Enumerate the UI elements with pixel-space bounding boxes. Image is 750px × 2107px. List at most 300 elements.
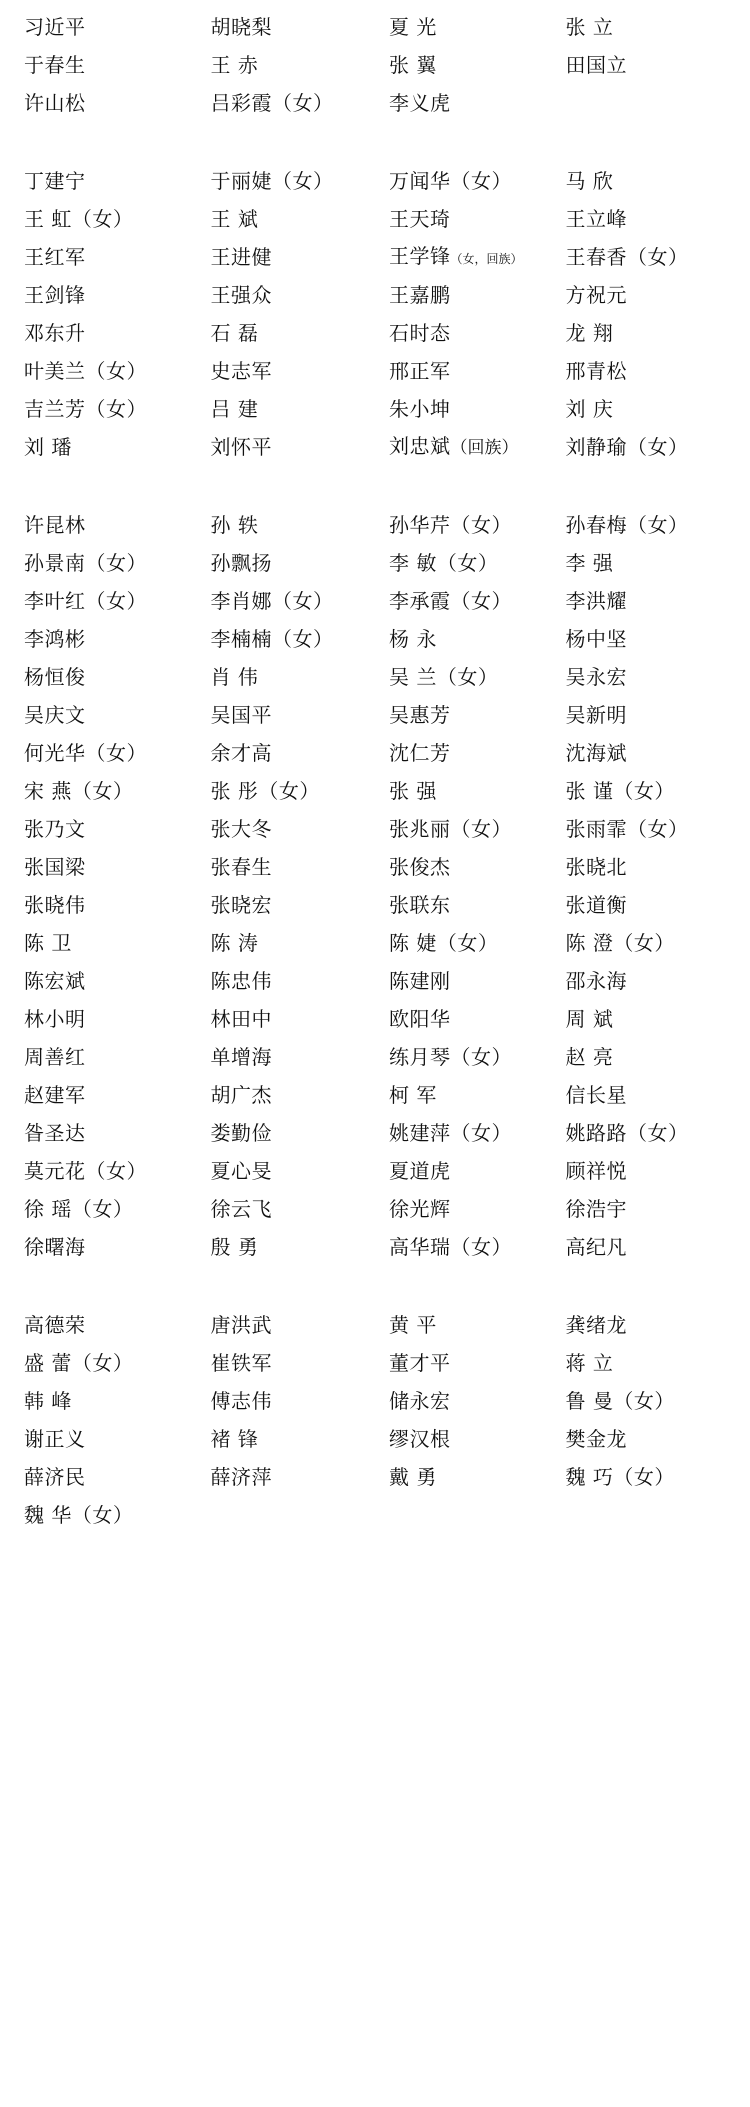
name-cell <box>197 1228 376 1266</box>
name-cell <box>18 352 197 390</box>
name-row <box>18 1496 732 1534</box>
person-name: 王剑锋 <box>24 283 86 307</box>
person-name: 吴永宏 <box>565 665 627 689</box>
name-row <box>18 314 732 352</box>
name-cell <box>18 620 197 658</box>
person-name: 王红军 <box>24 245 86 269</box>
person-name: 黄 平 <box>389 1313 437 1337</box>
name-cell <box>554 1114 733 1152</box>
person-name: 何光华（女） <box>24 741 147 765</box>
name-cell <box>554 1306 733 1344</box>
name-cell <box>554 886 733 924</box>
group-4 <box>18 1306 732 1534</box>
person-name: 徐 瑶（女） <box>24 1197 134 1221</box>
name-cell <box>375 1458 554 1496</box>
person-name: 柯 军 <box>389 1083 437 1107</box>
person-name: 马 欣 <box>565 169 614 193</box>
person-name: 陈 婕（女） <box>389 931 499 955</box>
name-row <box>18 428 732 466</box>
name-cell <box>554 8 733 46</box>
name-cell <box>18 1076 197 1114</box>
person-name: 杨恒俊 <box>24 665 86 689</box>
name-cell <box>554 1420 733 1458</box>
name-cell <box>375 1306 554 1344</box>
person-name: 薛济民 <box>24 1465 86 1489</box>
name-row <box>18 658 732 696</box>
name-cell <box>18 1228 197 1266</box>
name-row <box>18 276 732 314</box>
name-cell <box>375 314 554 352</box>
person-name: 杨中坚 <box>565 627 627 651</box>
name-cell <box>554 276 733 314</box>
name-cell <box>18 1000 197 1038</box>
person-name: 张 强 <box>389 779 437 803</box>
name-row <box>18 696 732 734</box>
name-row <box>18 810 732 848</box>
person-name: 许昆林 <box>24 513 86 537</box>
name-cell <box>375 1038 554 1076</box>
person-name: 胡晓梨 <box>210 15 272 39</box>
name-cell <box>197 276 376 314</box>
name-row <box>18 1190 732 1228</box>
name-cell <box>18 696 197 734</box>
name-cell <box>18 1344 197 1382</box>
name-row <box>18 84 732 122</box>
name-row <box>18 924 732 962</box>
name-cell <box>197 734 376 772</box>
name-cell <box>197 506 376 544</box>
person-name: 娄勤俭 <box>210 1121 272 1145</box>
name-cell <box>375 237 554 278</box>
person-name: 张春生 <box>210 855 272 879</box>
name-row <box>18 1228 732 1266</box>
name-cell <box>197 848 376 886</box>
person-name: 许山松 <box>24 91 86 115</box>
name-cell <box>375 1190 554 1228</box>
name-cell <box>554 1344 733 1382</box>
name-cell <box>18 886 197 924</box>
person-name: 缪汉根 <box>389 1427 451 1451</box>
name-row <box>18 1000 732 1038</box>
name-cell <box>554 506 733 544</box>
person-name: 吴 兰（女） <box>389 665 499 689</box>
person-name: 唐洪武 <box>210 1313 272 1337</box>
person-name: 练月琴（女） <box>389 1045 512 1069</box>
name-row <box>18 1152 732 1190</box>
name-cell <box>197 84 376 122</box>
person-name: 孙景南（女） <box>24 551 147 575</box>
name-row <box>18 46 732 84</box>
person-name: 陈宏斌 <box>24 969 86 993</box>
person-name: 樊金龙 <box>565 1427 627 1451</box>
name-cell <box>554 734 733 772</box>
name-cell <box>375 1076 554 1114</box>
name-cell <box>197 352 376 390</box>
name-cell <box>375 276 554 314</box>
name-cell <box>375 46 554 84</box>
group-separator <box>18 1266 732 1306</box>
name-row <box>18 886 732 924</box>
name-cell <box>18 962 197 1000</box>
name-cell <box>375 620 554 658</box>
name-cell <box>375 1152 554 1190</box>
person-name: 石时态 <box>389 321 451 345</box>
name-row <box>18 352 732 390</box>
name-row <box>18 848 732 886</box>
name-row <box>18 544 732 582</box>
name-cell <box>18 1152 197 1190</box>
name-cell <box>554 162 733 200</box>
name-cell <box>375 962 554 1000</box>
person-name-annotation: （女，回族） <box>450 251 523 266</box>
name-cell <box>375 810 554 848</box>
name-row <box>18 390 732 428</box>
name-row <box>18 1344 732 1382</box>
name-row <box>18 1038 732 1076</box>
person-name: 方祝元 <box>565 283 627 307</box>
name-row <box>18 734 732 772</box>
name-cell <box>18 314 197 352</box>
person-name: 李 强 <box>565 551 614 575</box>
person-name: 张乃文 <box>24 817 86 841</box>
name-cell <box>197 1382 376 1420</box>
name-cell <box>197 1344 376 1382</box>
person-name: 王学锋 <box>389 243 451 268</box>
name-cell <box>197 314 376 352</box>
name-cell <box>18 276 197 314</box>
person-name: 龚绪龙 <box>565 1313 627 1337</box>
name-row <box>18 200 732 238</box>
name-cell <box>18 428 197 466</box>
name-cell <box>18 1458 197 1496</box>
person-name: 吕 建 <box>210 397 259 421</box>
person-name: 李承霞（女） <box>389 589 512 613</box>
name-cell <box>197 238 376 276</box>
name-cell <box>197 962 376 1000</box>
name-cell <box>197 1306 376 1344</box>
person-name: 盛 蕾（女） <box>24 1351 134 1375</box>
person-name: 殷 勇 <box>210 1235 259 1259</box>
name-cell <box>375 696 554 734</box>
person-name: 徐光辉 <box>389 1197 451 1221</box>
name-cell <box>554 46 733 84</box>
person-name: 夏 光 <box>389 15 437 39</box>
name-cell <box>197 696 376 734</box>
name-cell <box>554 658 733 696</box>
name-cell <box>18 810 197 848</box>
person-name: 张 彤（女） <box>210 779 320 803</box>
person-name: 张晓伟 <box>24 893 86 917</box>
person-name: 陈 涛 <box>210 931 259 955</box>
name-cell <box>554 1190 733 1228</box>
group-2 <box>18 162 732 466</box>
name-cell <box>197 658 376 696</box>
person-name: 史志军 <box>210 359 272 383</box>
name-cell <box>18 8 197 46</box>
person-name: 陈建刚 <box>389 969 451 993</box>
person-name: 刘怀平 <box>210 435 272 459</box>
name-cell <box>18 544 197 582</box>
person-name: 王天琦 <box>389 207 451 231</box>
name-cell <box>554 620 733 658</box>
person-name: 李叶红（女） <box>24 589 147 613</box>
person-name: 宋 燕（女） <box>24 779 134 803</box>
name-cell <box>197 582 376 620</box>
name-row <box>18 8 732 46</box>
name-row <box>18 582 732 620</box>
name-row <box>18 238 732 276</box>
person-name: 周 斌 <box>565 1007 614 1031</box>
name-cell <box>197 924 376 962</box>
person-name: 陈 卫 <box>24 931 72 955</box>
person-name: 王立峰 <box>565 207 627 231</box>
person-name: 魏 巧（女） <box>565 1465 675 1489</box>
name-row <box>18 1306 732 1344</box>
person-name: 韩 峰 <box>24 1389 72 1413</box>
name-cell <box>197 1000 376 1038</box>
name-cell <box>554 200 733 238</box>
name-cell <box>375 658 554 696</box>
person-name: 吴庆文 <box>24 703 86 727</box>
person-name: 邢正军 <box>389 359 451 383</box>
name-cell <box>18 1306 197 1344</box>
name-cell <box>197 1190 376 1228</box>
person-name: 吴惠芳 <box>389 703 451 727</box>
name-cell <box>197 162 376 200</box>
name-cell <box>554 962 733 1000</box>
name-cell <box>18 1496 197 1534</box>
name-cell <box>197 544 376 582</box>
person-name: 夏道虎 <box>389 1159 451 1183</box>
person-name: 陈 澄（女） <box>565 931 675 955</box>
name-cell <box>375 84 554 122</box>
person-name: 丁建宁 <box>24 169 86 193</box>
name-cell <box>197 428 376 466</box>
person-name: 肖 伟 <box>210 665 259 689</box>
name-row <box>18 620 732 658</box>
name-cell <box>18 200 197 238</box>
name-cell <box>197 1420 376 1458</box>
person-name: 欧阳华 <box>389 1007 451 1031</box>
person-name: 张国梁 <box>24 855 86 879</box>
name-cell <box>554 1038 733 1076</box>
person-name: 于春生 <box>24 53 86 77</box>
person-name: 田国立 <box>565 53 627 77</box>
person-name: 信长星 <box>565 1083 627 1107</box>
name-row <box>18 1114 732 1152</box>
person-name: 邵永海 <box>565 969 627 993</box>
name-cell <box>375 848 554 886</box>
name-cell <box>375 544 554 582</box>
name-row <box>18 772 732 810</box>
person-name: 万闻华（女） <box>389 169 512 193</box>
name-cell <box>554 1152 733 1190</box>
name-cell <box>554 772 733 810</box>
person-name: 王 虹（女） <box>24 207 134 231</box>
person-name: 王强众 <box>210 283 272 307</box>
name-cell <box>375 734 554 772</box>
person-name: 孙飘扬 <box>210 551 272 575</box>
person-name: 林小明 <box>24 1007 86 1031</box>
name-cell <box>18 84 197 122</box>
person-name: 高纪凡 <box>565 1235 627 1259</box>
person-name: 吴新明 <box>565 703 627 727</box>
name-cell <box>554 238 733 276</box>
person-name: 魏 华（女） <box>24 1503 134 1527</box>
person-name: 吕彩霞（女） <box>210 91 334 115</box>
name-cell <box>554 582 733 620</box>
name-cell <box>554 1000 733 1038</box>
name-cell <box>554 314 733 352</box>
name-cell <box>554 1458 733 1496</box>
person-name: 吉兰芳（女） <box>24 397 147 421</box>
person-name: 张道衡 <box>565 893 627 917</box>
name-cell <box>554 428 733 466</box>
person-name: 徐浩宇 <box>565 1197 627 1221</box>
person-name: 陈忠伟 <box>210 969 272 993</box>
person-name: 崔铁军 <box>210 1351 272 1375</box>
name-cell <box>554 1228 733 1266</box>
person-name: 顾祥悦 <box>565 1159 627 1183</box>
name-cell <box>197 810 376 848</box>
group-1 <box>18 8 732 122</box>
person-name: 孙春梅（女） <box>565 513 689 537</box>
person-name: 夏心旻 <box>210 1159 272 1183</box>
person-name: 董才平 <box>389 1351 451 1375</box>
person-name: 褚 锋 <box>210 1427 259 1451</box>
name-cell <box>18 1038 197 1076</box>
person-name: 李肖娜（女） <box>210 589 334 613</box>
person-name: 李洪耀 <box>565 589 627 613</box>
name-cell <box>554 696 733 734</box>
person-name: 邢青松 <box>565 359 627 383</box>
name-cell <box>554 1382 733 1420</box>
name-cell <box>197 1076 376 1114</box>
name-cell <box>18 848 197 886</box>
person-name: 王 赤 <box>210 53 259 77</box>
name-cell <box>197 772 376 810</box>
name-cell <box>375 390 554 428</box>
name-cell <box>554 1076 733 1114</box>
person-name: 莫元花（女） <box>24 1159 147 1183</box>
person-name: 孙华芹（女） <box>389 513 512 537</box>
name-cell <box>375 427 554 467</box>
name-cell <box>197 1152 376 1190</box>
person-name: 蒋 立 <box>565 1351 614 1375</box>
person-name: 徐云飞 <box>210 1197 272 1221</box>
person-name: 习近平 <box>24 15 86 39</box>
name-cell <box>375 200 554 238</box>
name-cell <box>197 8 376 46</box>
person-name: 李楠楠（女） <box>210 627 334 651</box>
name-cell <box>375 772 554 810</box>
name-row <box>18 1458 732 1496</box>
name-cell <box>554 848 733 886</box>
name-cell <box>18 1190 197 1228</box>
name-cell <box>197 200 376 238</box>
person-name: 赵 亮 <box>565 1045 614 1069</box>
person-name: 沈仁芳 <box>389 741 451 765</box>
name-cell <box>375 8 554 46</box>
name-cell <box>197 1038 376 1076</box>
name-cell <box>18 772 197 810</box>
person-name: 张大冬 <box>210 817 272 841</box>
person-name: 周善红 <box>24 1045 86 1069</box>
name-cell <box>18 162 197 200</box>
person-name: 张兆丽（女） <box>389 817 512 841</box>
group-separator <box>18 122 732 162</box>
name-row <box>18 962 732 1000</box>
name-row <box>18 1076 732 1114</box>
person-name: 刘 璠 <box>24 435 72 459</box>
person-name: 昝圣达 <box>24 1121 86 1145</box>
name-cell <box>18 506 197 544</box>
person-name: 王进健 <box>210 245 272 269</box>
person-name: 王 斌 <box>210 207 259 231</box>
person-name: 张晓北 <box>565 855 627 879</box>
name-cell <box>375 506 554 544</box>
person-name: 余才高 <box>210 741 272 765</box>
person-name: 高德荣 <box>24 1313 86 1337</box>
name-cell <box>554 544 733 582</box>
name-cell <box>197 620 376 658</box>
person-name: 傅志伟 <box>210 1389 272 1413</box>
group-separator <box>18 466 732 506</box>
person-name: 储永宏 <box>389 1389 451 1413</box>
name-cell <box>375 582 554 620</box>
person-name: 刘静瑜（女） <box>565 435 689 459</box>
name-cell <box>197 1114 376 1152</box>
person-name-annotation: （回族） <box>450 438 519 458</box>
person-name: 石 磊 <box>210 321 259 345</box>
group-3 <box>18 506 732 1266</box>
person-name: 姚建萍（女） <box>389 1121 512 1145</box>
name-row <box>18 506 732 544</box>
name-cell <box>375 1228 554 1266</box>
person-name: 张 立 <box>565 15 614 39</box>
person-name: 孙 轶 <box>210 513 259 537</box>
name-cell <box>18 924 197 962</box>
person-name: 于丽婕（女） <box>210 169 334 193</box>
person-name: 杨 永 <box>389 627 437 651</box>
person-name: 张晓宏 <box>210 893 272 917</box>
name-cell <box>375 1382 554 1420</box>
name-cell <box>18 46 197 84</box>
person-name: 李义虎 <box>389 91 451 115</box>
person-name: 赵建军 <box>24 1083 86 1107</box>
person-name: 龙 翔 <box>565 321 614 345</box>
name-row <box>18 1420 732 1458</box>
person-name: 王春香（女） <box>565 245 689 269</box>
name-cell <box>375 886 554 924</box>
person-name: 胡广杰 <box>210 1083 272 1107</box>
person-name: 鲁 曼（女） <box>565 1389 675 1413</box>
name-cell <box>554 352 733 390</box>
name-row <box>18 162 732 200</box>
name-cell <box>375 1114 554 1152</box>
name-cell <box>18 658 197 696</box>
name-cell <box>18 1420 197 1458</box>
name-row <box>18 1382 732 1420</box>
person-name: 张 谨（女） <box>565 779 675 803</box>
name-cell <box>197 886 376 924</box>
name-cell <box>375 924 554 962</box>
person-name: 沈海斌 <box>565 741 627 765</box>
name-cell <box>18 390 197 428</box>
name-cell <box>18 582 197 620</box>
person-name: 刘忠斌 <box>389 434 451 458</box>
person-name: 张 翼 <box>389 53 437 77</box>
